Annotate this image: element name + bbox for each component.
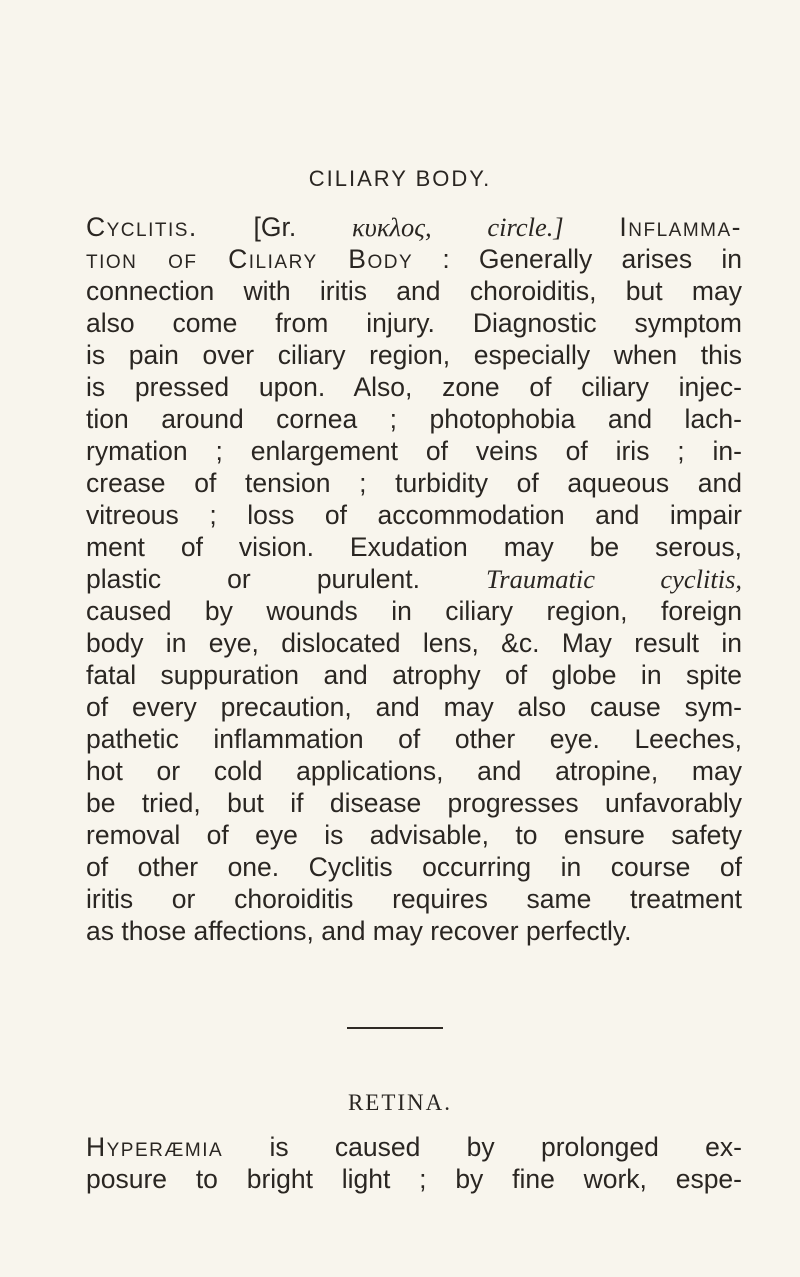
section-divider	[347, 1027, 443, 1029]
text-span: is caused by prolonged ex-	[269, 1132, 742, 1162]
term-hyperaemia: Hyperæmia	[86, 1132, 224, 1162]
text-line: rymation ; enlargement of veins of iris ; in-	[86, 436, 742, 466]
text-line: also come from injury. Diagnostic symptom	[86, 308, 742, 338]
term-traumatic-cyclitis: Traumatic cyclitis,	[486, 564, 743, 594]
text-line	[86, 1130, 742, 1164]
text-line: fatal suppuration and atrophy of globe in spite	[86, 660, 742, 690]
text-line: posure to bright light ; by fine work, espe-	[86, 1164, 742, 1194]
text-line: is pressed upon. Also, zone of ciliary injec-	[86, 372, 742, 402]
etymology-gr: [Gr.	[253, 212, 297, 242]
etymology-meaning: circle.]	[487, 212, 564, 242]
text-line: of every precaution, and may also cause sym-	[86, 692, 742, 722]
term-cyclitis: Cyclitis.	[86, 212, 198, 242]
text-line: caused by wounds in ciliary region, foreign	[86, 596, 742, 626]
text-line	[86, 242, 742, 276]
text-line: iritis or choroiditis requires same treatment	[86, 884, 742, 914]
text-line: vitreous ; loss of accommodation and impair	[86, 500, 742, 530]
term-inflammation: Inflamma-	[619, 212, 742, 242]
text-line: is pain over ciliary region, especially when this	[86, 340, 742, 370]
text-line: hot or cold applications, and atropine, may	[86, 756, 742, 786]
text-span: : Generally arises in	[442, 244, 742, 274]
text-line	[86, 210, 742, 244]
text-line: of other one. Cyclitis occurring in course of	[86, 852, 742, 882]
text-line: body in eye, dislocated lens, &c. May result in	[86, 628, 742, 658]
text-line	[86, 562, 742, 596]
section-heading-ciliary-body: CILIARY BODY.	[308, 166, 492, 191]
greek-word: κυκλος,	[351, 212, 432, 242]
text-line: as those affections, and may recover perfectly.	[86, 916, 632, 946]
term-tion-of-ciliary-body: tion of Ciliary Body	[86, 244, 414, 274]
text-line: pathetic inflammation of other eye. Leeches,	[86, 724, 742, 754]
text-line: crease of tension ; turbidity of aqueous and	[86, 468, 742, 498]
text-line: connection with iritis and choroiditis, but may	[86, 276, 742, 306]
text-line: be tried, but if disease progresses unfavorably	[86, 788, 742, 818]
section-heading-retina: RETINA.	[347, 1090, 453, 1115]
text-line: removal of eye is advisable, to ensure safety	[86, 820, 742, 850]
text-span: plastic or purulent.	[86, 564, 420, 594]
text-line: ment of vision. Exudation may be serous,	[86, 532, 742, 562]
text-line: tion around cornea ; photophobia and lach-	[86, 404, 742, 434]
